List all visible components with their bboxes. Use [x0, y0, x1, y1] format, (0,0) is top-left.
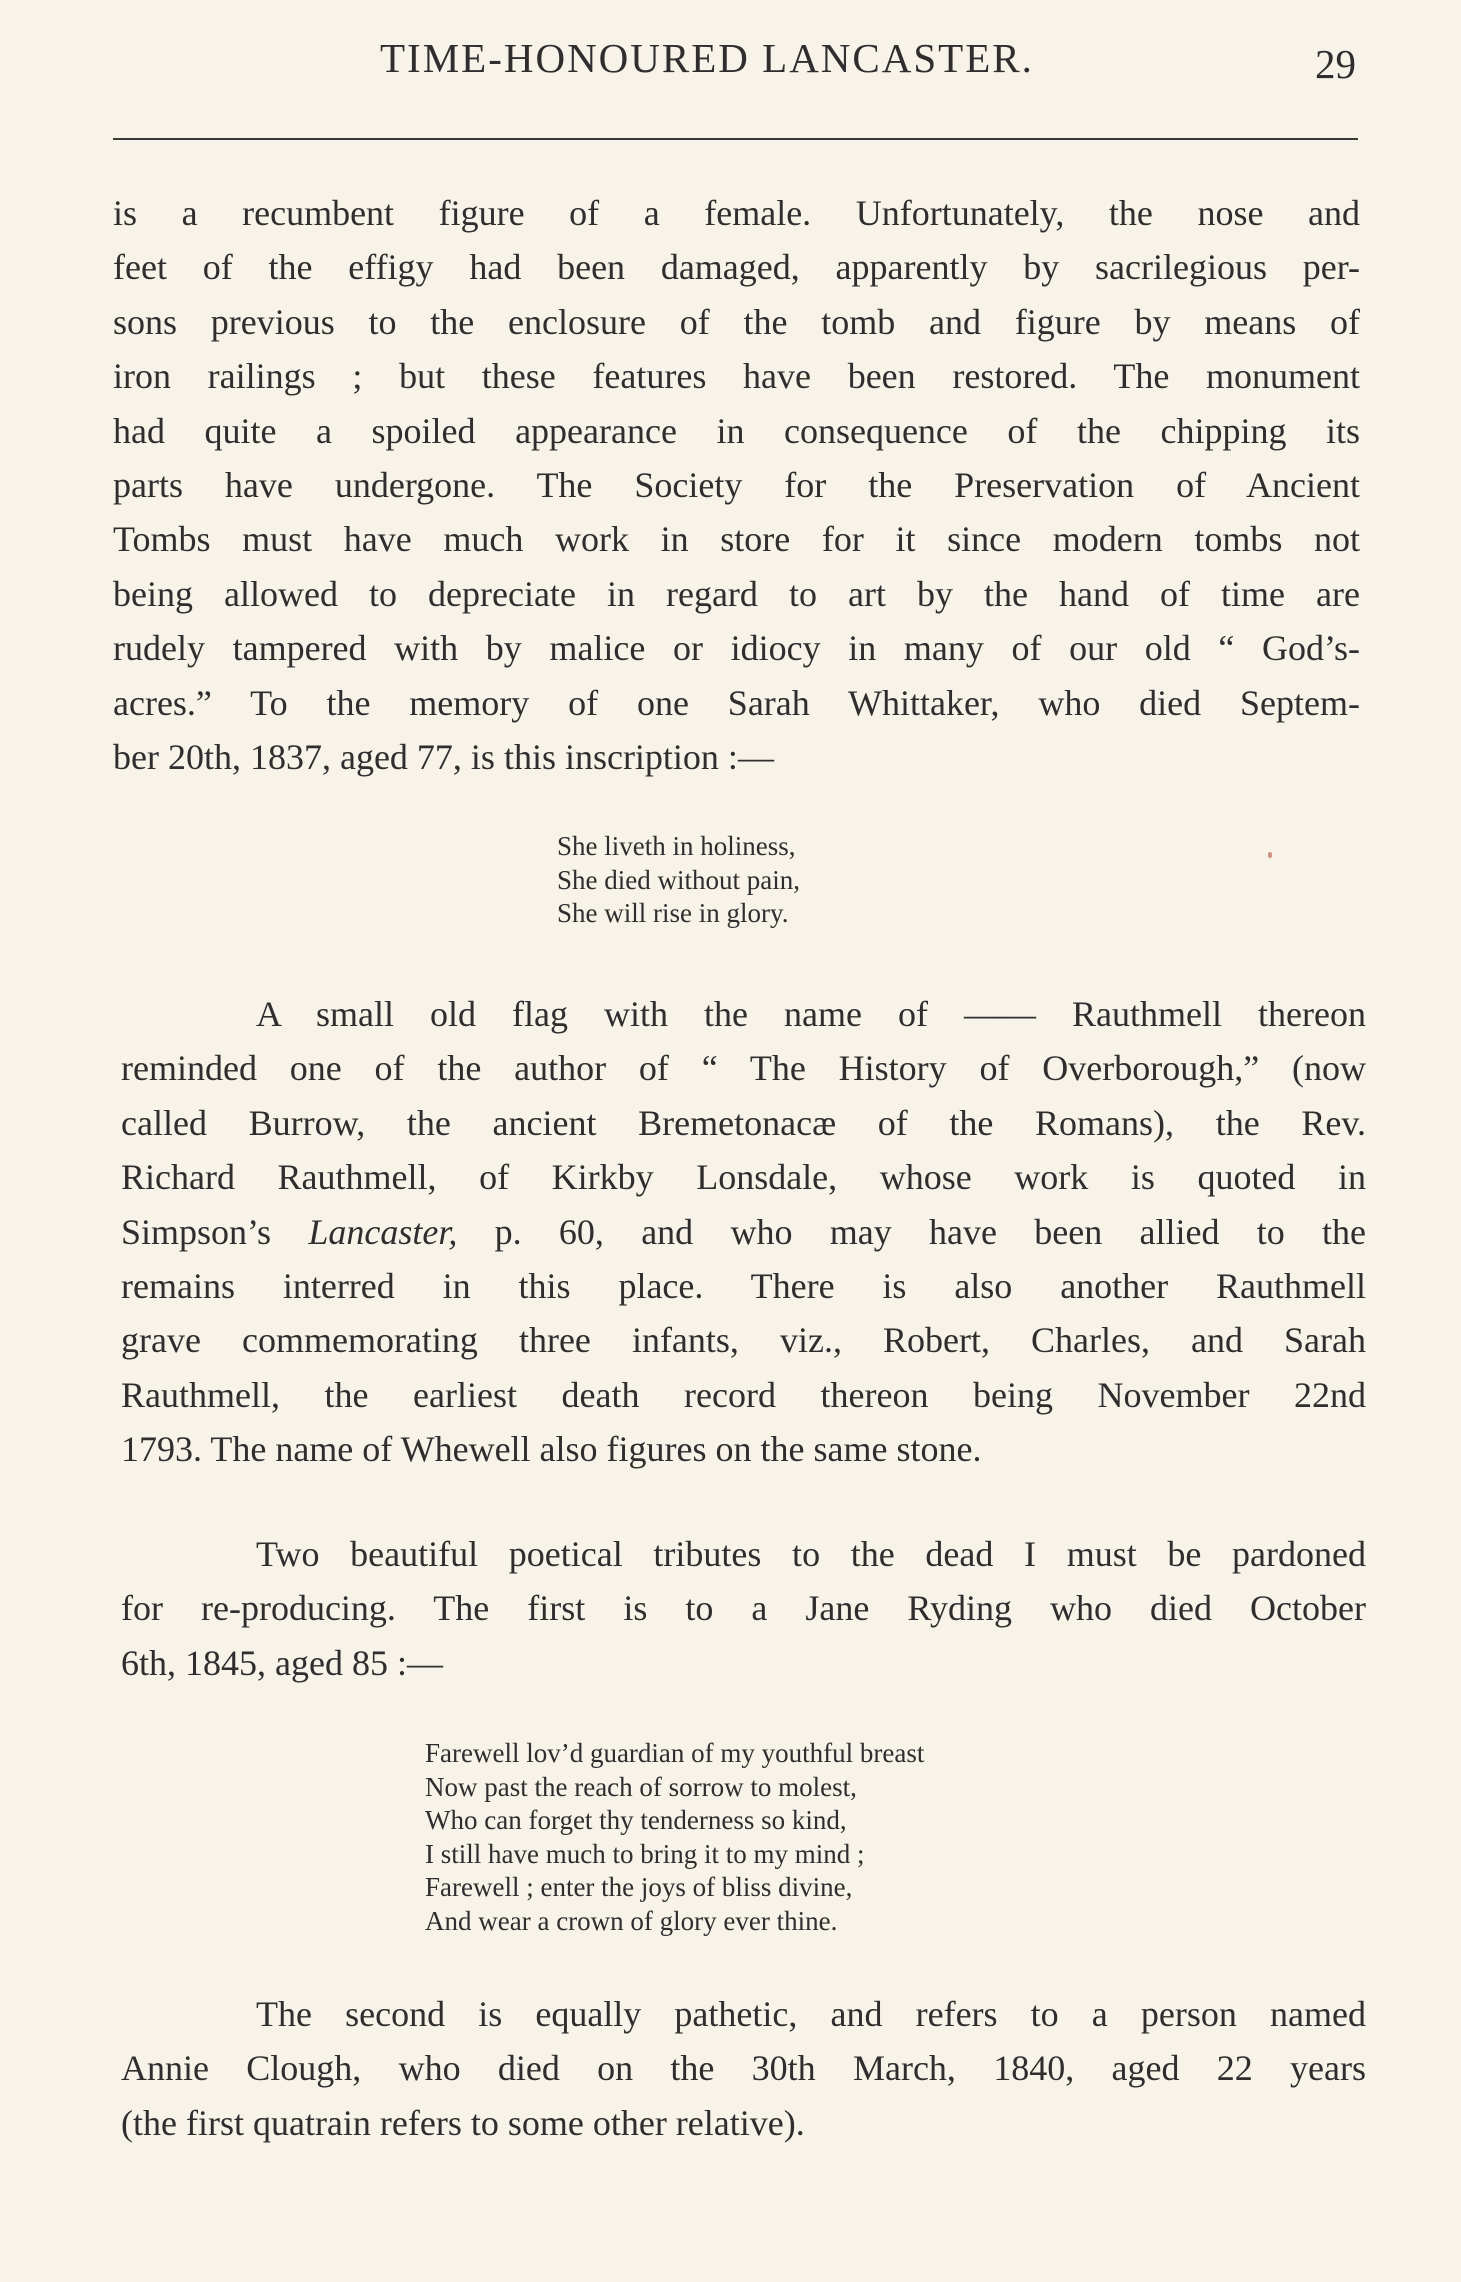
book-title-italic: Lancaster, — [308, 1211, 458, 1252]
text-fragment: Simpson’s — [121, 1211, 309, 1252]
text-line: Two beautiful poetical tributes to the dead I must be pardoned — [256, 1534, 1366, 1574]
text-line: parts have undergone. The Society for the Preservation of Ancient — [113, 465, 1360, 506]
verse-line: I still have much to bring it to my mind ; — [425, 1838, 865, 1869]
text-line: Annie Clough, who died on the 30th March, 1840, aged 22 years — [121, 2048, 1366, 2089]
text-fragment: p. 60, and who may have been allied to the — [457, 1211, 1367, 1252]
text-line: ber 20th, 1837, aged 77, is this inscription :— — [113, 737, 774, 778]
text-line: feet of the effigy had been damaged, apparently by sacrilegious per- — [113, 247, 1360, 288]
text-line: acres.” To the memory of one Sarah Whittaker, who died Septem- — [113, 682, 1360, 723]
text-line: The second is equally pathetic, and refers to a person named — [256, 1994, 1366, 2034]
header-rule — [113, 138, 1358, 140]
running-title: TIME-HONOURED LANCASTER. — [380, 35, 1034, 81]
paragraph-effigy — [113, 186, 1360, 784]
inscription-whittaker — [557, 830, 800, 931]
verse-line: She died without pain, — [557, 864, 800, 895]
verse-line: Who can forget thy tenderness so kind, — [425, 1805, 847, 1835]
paragraph-rauthmell — [121, 987, 1366, 1477]
text-line: for re-producing. The first is to a Jane Ryding who died October — [121, 1588, 1366, 1629]
verse-line: She will rise in glory. — [557, 898, 789, 928]
text-line: (the first quatrain refers to some other relative). — [121, 2102, 805, 2143]
text-line: remains interred in this place. There is also another Rauthmell — [121, 1266, 1366, 1307]
running-head — [0, 34, 1461, 94]
inscription-ryding — [425, 1737, 924, 1938]
page-number: 29 — [1315, 41, 1356, 87]
text-line: grave commemorating three infants, viz., Robert, Charles, and Sarah — [121, 1320, 1366, 1361]
ink-speck — [1268, 852, 1272, 858]
text-line: Tombs must have much work in store for it since modern tombs not — [113, 519, 1360, 560]
text-line: reminded one of the author of “ The History of Overborough,” (now — [121, 1048, 1366, 1089]
paragraph-tributes — [121, 1527, 1366, 1690]
text-line: sons previous to the enclosure of the tomb and figure by means of — [113, 301, 1360, 342]
text-line: called Burrow, the ancient Bremetonacæ of the Romans), the Rev. — [121, 1102, 1366, 1143]
text-line: rudely tampered with by malice or idiocy in many of our old “ God’s- — [113, 628, 1360, 669]
text-line: is a recumbent figure of a female. Unfortunately, the nose and — [113, 193, 1360, 233]
verse-line: And wear a crown of glory ever thine. — [425, 1905, 838, 1936]
verse-line: Farewell lov’d guardian of my youthful breast — [425, 1738, 925, 1768]
text-line: had quite a spoiled appearance in consequence of the chipping its — [113, 410, 1360, 451]
text-line: 1793. The name of Whewell also figures on the same stone. — [121, 1429, 982, 1470]
verse-line: Farewell ; enter the joys of bliss divine, — [425, 1872, 853, 1902]
text-line: 6th, 1845, aged 85 :— — [121, 1642, 443, 1683]
text-line: A small old flag with the name of —— Rauthmell thereon — [256, 994, 1366, 1034]
text-line: Richard Rauthmell, of Kirkby Lonsdale, whose work is quoted in — [121, 1157, 1366, 1198]
text-line: being allowed to depreciate in regard to art by the hand of time are — [113, 573, 1360, 614]
verse-line: She liveth in holiness, — [557, 831, 796, 861]
verse-line: Now past the reach of sorrow to molest, — [425, 1771, 857, 1802]
paragraph-clough — [121, 1987, 1366, 2150]
text-line: Rauthmell, the earliest death record thereon being November 22nd — [121, 1374, 1366, 1415]
text-line: iron railings ; but these features have been restored. The monument — [113, 356, 1360, 397]
text-line — [121, 1205, 1366, 1259]
